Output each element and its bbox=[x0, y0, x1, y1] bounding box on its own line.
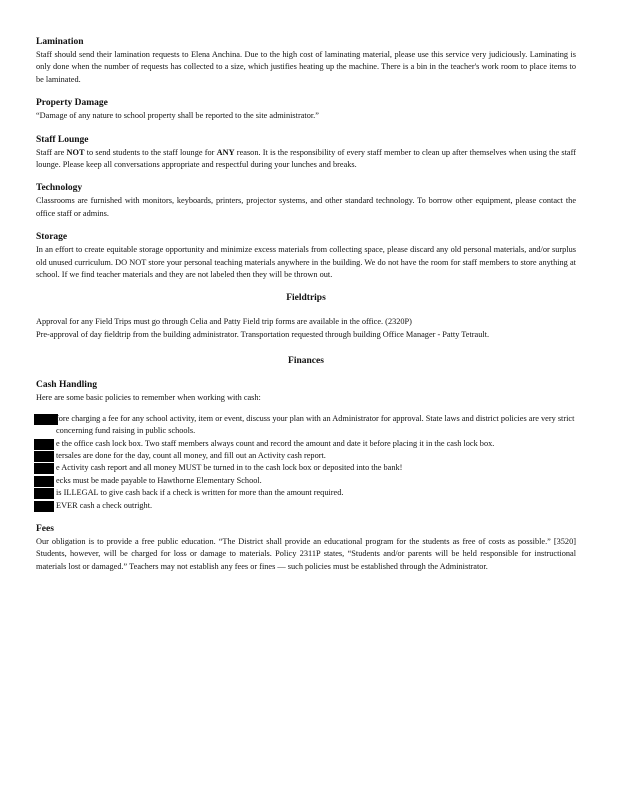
list-item: e the office cash lock box. Two staff members always count and record the amount and date it before placing it in the cash lock box. bbox=[36, 438, 576, 450]
lamination-text: Staff should send their lamination requests to Elena Anchina. Due to the high cost of laminating material, please use this service very judiciously. Laminating is only done when the number of requests has collected to a size, which justifies heating up the machine. There is a bin in the teacher's work room to place items to be laminated. bbox=[36, 50, 576, 84]
redaction-block bbox=[34, 501, 54, 512]
heading-storage: Storage bbox=[36, 232, 68, 243]
section-fieldtrips bbox=[36, 292, 576, 341]
list-item: ecks must be made payable to Hawthorne Elementary School. bbox=[36, 475, 576, 487]
staff-lounge-text-mid: to send students to the staff lounge for bbox=[84, 147, 217, 157]
fees-text: Our obligation is to provide a free public education. “The District shall provide an educational program for the students as free of costs as possible.” [3520] Students, however, will be charged for loss or damage to materials. Policy 2311P states, “Students and/or parents will be held responsible for instructional materials lost or damaged.” Teachers may not establish any fees or fines — such policies must be established through the Administrator. bbox=[36, 536, 576, 571]
section-lamination bbox=[36, 36, 576, 86]
cash-handling-list bbox=[36, 413, 576, 512]
heading-fieldtrips: Fieldtrips bbox=[286, 293, 326, 304]
staff-lounge-text bbox=[36, 147, 576, 172]
section-cash-handling bbox=[36, 379, 576, 512]
heading-finances: Finances bbox=[288, 356, 324, 367]
section-technology bbox=[36, 182, 576, 220]
section-storage bbox=[36, 231, 576, 281]
list-item: tersales are done for the day, count all money, and fill out an Activity cash report. bbox=[36, 450, 576, 462]
list-item: e Activity cash report and all money MUST be turned in to the cash lock box or deposited into the bank! bbox=[36, 462, 576, 474]
list-item: fore charging a fee for any school activity, item or event, discuss your plan with an Administrator for approval. State laws and district policies are very strict concerning fund raising in public schools. bbox=[36, 413, 576, 438]
document-page bbox=[36, 36, 576, 584]
section-property-damage bbox=[36, 97, 576, 122]
staff-lounge-any: ANY bbox=[216, 147, 235, 157]
redaction-block bbox=[34, 476, 54, 487]
heading-lamination: Lamination bbox=[36, 37, 84, 47]
heading-cash-handling: Cash Handling bbox=[36, 380, 97, 391]
list-item: EVER cash a check outright. bbox=[36, 500, 576, 512]
redaction-block bbox=[34, 439, 54, 450]
heading-fees: Fees bbox=[36, 523, 54, 534]
heading-staff-lounge: Staff Lounge bbox=[36, 134, 89, 145]
redaction-block bbox=[34, 451, 54, 462]
section-fees bbox=[36, 523, 576, 573]
fieldtrips-text-2: Pre-approval of day fieldtrip from the building administrator. Transportation requested through building Office Manager - Patty Tetrault. bbox=[36, 329, 490, 339]
list-item: is ILLEGAL to give cash back if a check is written for more than the amount required. bbox=[36, 487, 576, 499]
redaction-block bbox=[34, 463, 54, 474]
storage-text: In an effort to create equitable storage opportunity and minimize excess materials from collecting space, please discard any old personal materials, and/or surplus old unused curriculum. DO NOT store your personal teaching materials anywhere in the building. We do not have the room for staff members to store anything at school. If we find teacher materials and they are not labeled then they will be thrown out. bbox=[36, 245, 576, 280]
staff-lounge-text-pre: Staff are bbox=[36, 147, 67, 157]
fieldtrips-text-1: Approval for any Field Trips must go through Celia and Patty Field trip forms are available in the office. (2320P) bbox=[36, 317, 412, 327]
section-staff-lounge bbox=[36, 134, 576, 172]
cash-handling-intro: Here are some basic policies to remember when working with cash: bbox=[36, 393, 261, 403]
heading-property-damage: Property Damage bbox=[36, 98, 108, 109]
technology-text: Classrooms are furnished with monitors, keyboards, printers, projector systems, and other standard technology. To borrow other equipment, please contact the office staff or admins. bbox=[36, 196, 576, 218]
redaction-block bbox=[34, 488, 54, 499]
staff-lounge-not: NOT bbox=[66, 147, 85, 157]
heading-technology: Technology bbox=[36, 183, 83, 194]
redaction-block bbox=[34, 414, 58, 425]
staff-lounge-text-post: reason. It is the responsibility of every staff member to clean up after themselves when using the staff lounge. Please keep all conversations appropriate and respectful during your lunches and breaks. bbox=[36, 147, 576, 170]
section-finances bbox=[36, 355, 576, 367]
property-damage-text: “Damage of any nature to school property shall be reported to the site administrator.” bbox=[36, 111, 319, 121]
